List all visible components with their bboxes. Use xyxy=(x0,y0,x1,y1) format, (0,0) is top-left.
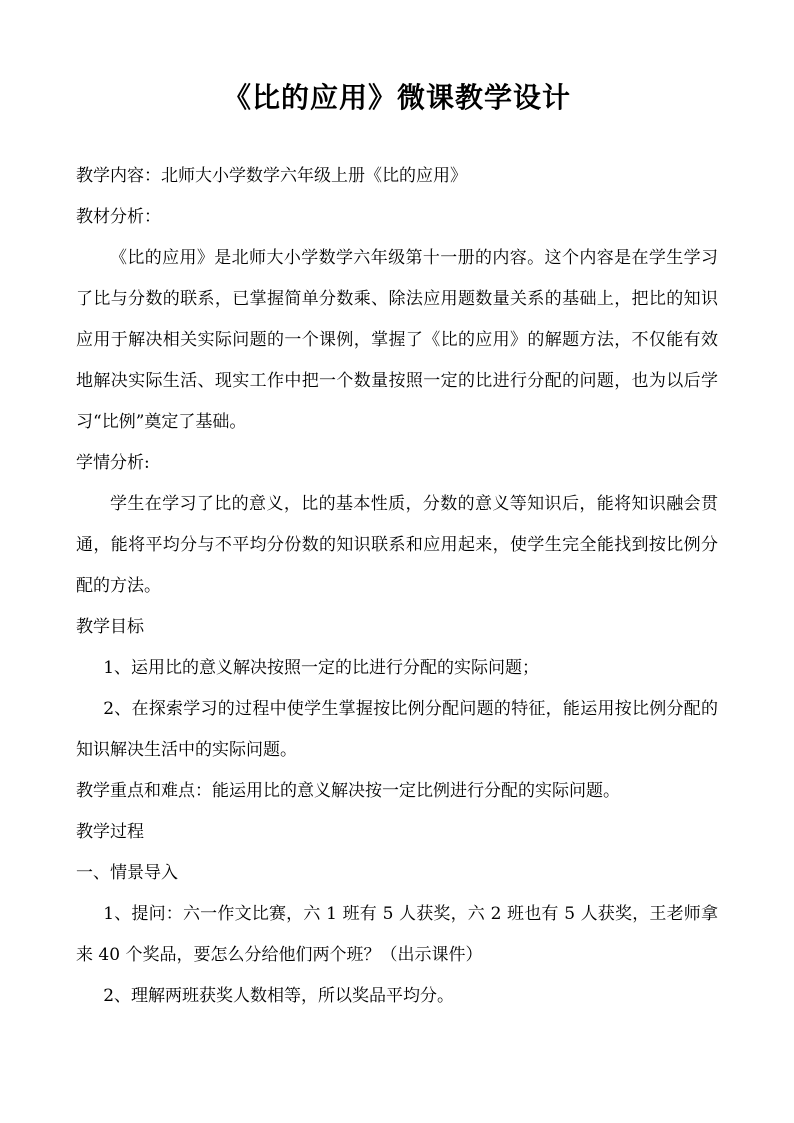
process-item-1: 1、提问：六一作文比赛，六 1 班有 5 人获奖，六 2 班也有 5 人获奖，王老师拿来 40 个奖品，要怎么分给他们两个班？（出示课件） xyxy=(76,904,718,965)
heading-teaching-process: 教学过程 xyxy=(76,822,144,842)
heading-scenario-intro: 一、情景导入 xyxy=(76,863,178,883)
paragraph-student-analysis: 学生在学习了比的意义，比的基本性质，分数的意义等知识后，能将知识融会贯通，能将平均分与不平均分份数的知识联系和应用起来，使学生完全能找到按比例分配的方法。 xyxy=(76,494,718,596)
goal-item-2: 2、在探索学习的过程中使学生掌握按比例分配问题的特征，能运用按比例分配的知识解决生活中的实际问题。 xyxy=(76,699,718,760)
paragraph-teaching-content: 教学内容：北师大小学数学六年级上册《比的应用》 xyxy=(76,166,467,186)
paragraph-key-points: 教学重点和难点：能运用比的意义解决按一定比例进行分配的实际问题。 xyxy=(76,781,620,801)
paragraph-material-analysis: 《比的应用》是北师大小学数学六年级第十一册的内容。这个内容是在学生学习了比与分数的联系，已掌握简单分数乘、除法应用题数量关系的基础上，把比的知识应用于解决相关实际问题的一个课例，掌握了《比的应用》的解题方法，不仅能有效地解决实际生活、现实工作中把一个数量按照一定的比进行分配的问题，也为以后学习“比例”奠定了基础。 xyxy=(76,248,718,432)
goal-item-1: 1、运用比的意义解决按照一定的比进行分配的实际问题； xyxy=(103,658,540,678)
heading-student-analysis: 学情分析: xyxy=(76,453,150,473)
heading-material-analysis: 教材分析： xyxy=(76,207,161,227)
heading-teaching-goals: 教学目标 xyxy=(76,617,144,637)
process-item-2: 2、理解两班获奖人数相等，所以奖品平均分。 xyxy=(103,986,455,1006)
document-title: 《比的应用》微课教学设计 xyxy=(222,81,571,114)
